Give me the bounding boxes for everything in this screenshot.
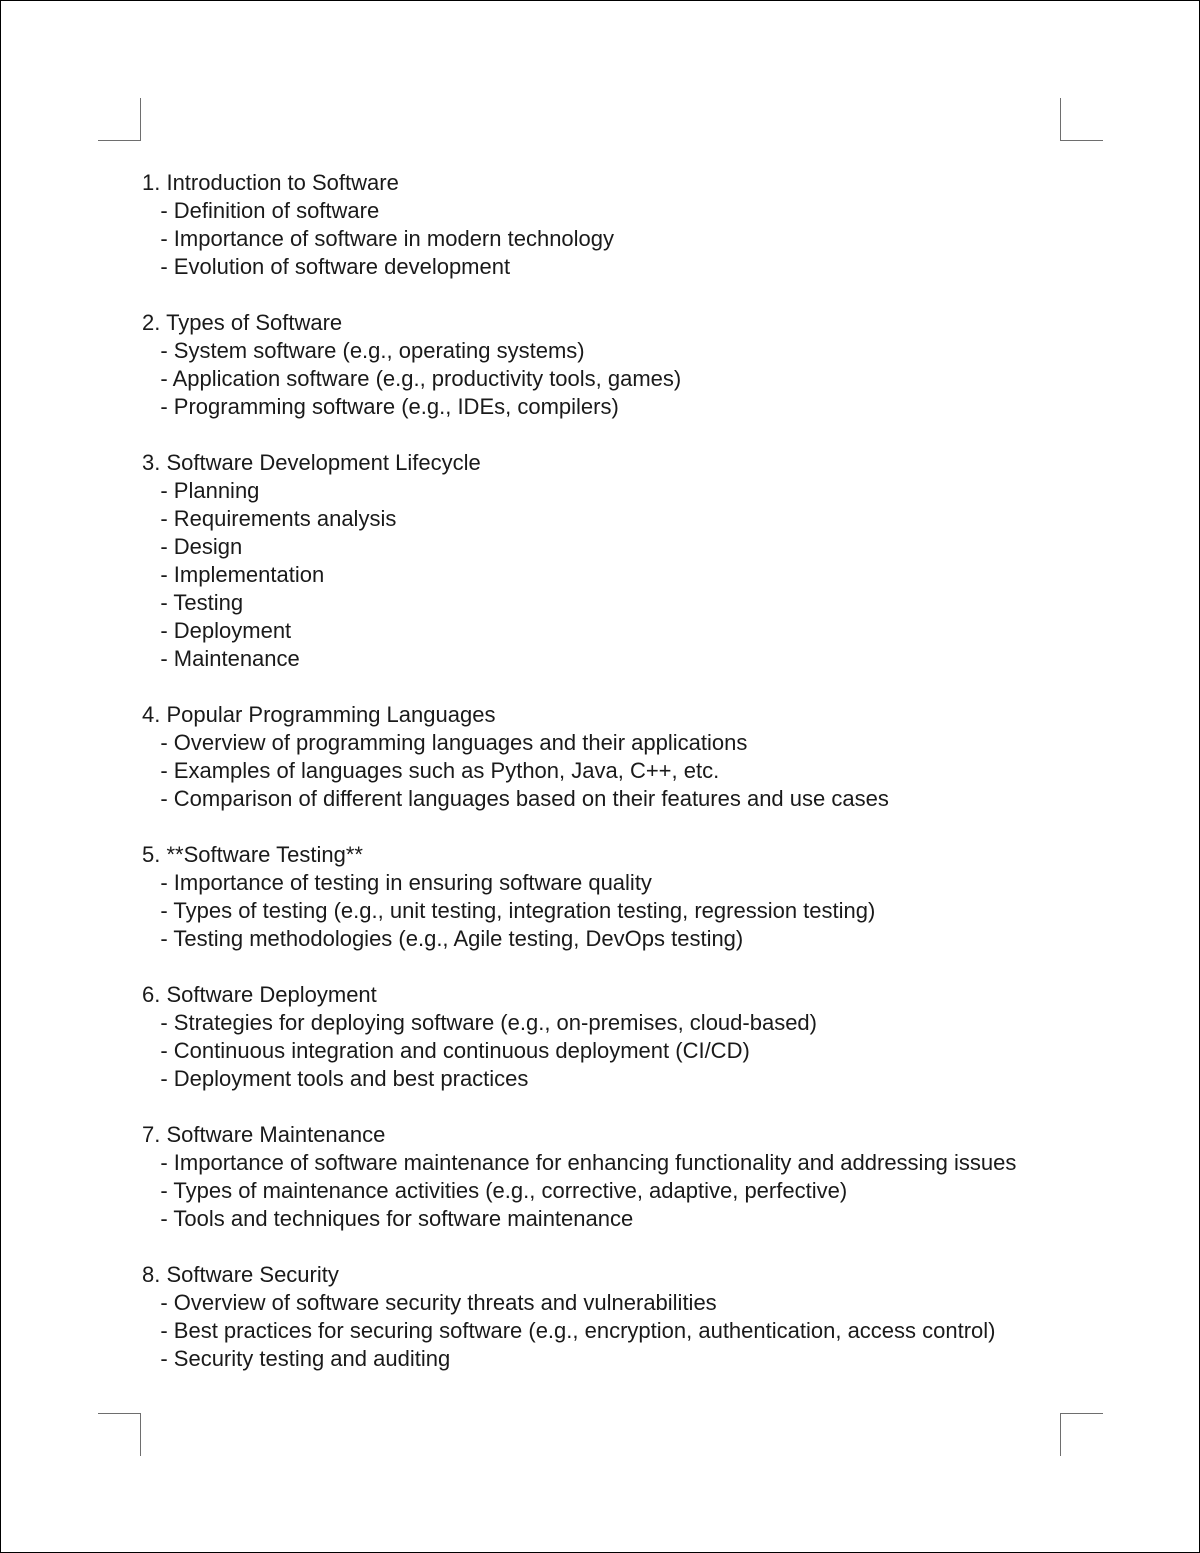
outline-item: - Examples of languages such as Python, Java, C++, etc. bbox=[142, 758, 720, 783]
outline-item: - Application software (e.g., productivity tools, games) bbox=[142, 366, 682, 391]
outline-item: - Importance of testing in ensuring software quality bbox=[142, 870, 652, 895]
section-heading: 1. Introduction to Software bbox=[142, 170, 399, 195]
section-heading: 5. **Software Testing** bbox=[142, 842, 363, 867]
outline-section bbox=[142, 701, 1060, 813]
outline-item: - Types of maintenance activities (e.g., corrective, adaptive, perfective) bbox=[142, 1178, 848, 1203]
outline-section bbox=[142, 449, 1060, 673]
outline-item: - Evolution of software development bbox=[142, 254, 511, 279]
outline-item: - Strategies for deploying software (e.g., on-premises, cloud-based) bbox=[142, 1010, 817, 1035]
outline-section bbox=[142, 169, 1060, 281]
outline-item: - Definition of software bbox=[142, 198, 380, 223]
outline-item: - Importance of software in modern technology bbox=[142, 226, 615, 251]
outline-section bbox=[142, 309, 1060, 421]
outline-item: - Tools and techniques for software maintenance bbox=[142, 1206, 634, 1231]
outline-item: - Importance of software maintenance for enhancing functionality and addressing issues bbox=[142, 1150, 1017, 1175]
outline-item: - Types of testing (e.g., unit testing, integration testing, regression testing) bbox=[142, 898, 876, 923]
section-heading: 8. Software Security bbox=[142, 1262, 339, 1287]
outline-item: - Deployment tools and best practices bbox=[142, 1066, 529, 1091]
crop-mark-top-right bbox=[1060, 98, 1103, 141]
outline-item: - Deployment bbox=[142, 618, 292, 643]
section-heading: 3. Software Development Lifecycle bbox=[142, 450, 481, 475]
section-heading: 4. Popular Programming Languages bbox=[142, 702, 496, 727]
outline-item: - Comparison of different languages based on their features and use cases bbox=[142, 786, 889, 811]
outline-item: - Overview of programming languages and their applications bbox=[142, 730, 748, 755]
crop-mark-top-left bbox=[98, 98, 141, 141]
crop-mark-bottom-left bbox=[98, 1413, 141, 1456]
outline-item: - Planning bbox=[142, 478, 260, 503]
section-heading: 7. Software Maintenance bbox=[142, 1122, 386, 1147]
outline-item: - Implementation bbox=[142, 562, 325, 587]
outline-item: - Security testing and auditing bbox=[142, 1346, 451, 1371]
outline-item: - Continuous integration and continuous deployment (CI/CD) bbox=[142, 1038, 750, 1063]
outline-item: - Requirements analysis bbox=[142, 506, 397, 531]
outline-section bbox=[142, 981, 1060, 1093]
crop-mark-bottom-right bbox=[1060, 1413, 1103, 1456]
outline-item: - Design bbox=[142, 534, 243, 559]
outline-item: - Testing methodologies (e.g., Agile testing, DevOps testing) bbox=[142, 926, 744, 951]
outline-item: - Best practices for securing software (e.g., encryption, authentication, access control) bbox=[142, 1318, 996, 1343]
outline-section bbox=[142, 1261, 1060, 1373]
outline-item: - System software (e.g., operating systems) bbox=[142, 338, 585, 363]
outline-section bbox=[142, 1121, 1060, 1233]
outline-item: - Programming software (e.g., IDEs, compilers) bbox=[142, 394, 619, 419]
outline-section bbox=[142, 841, 1060, 953]
outline-item: - Maintenance bbox=[142, 646, 300, 671]
outline-item: - Testing bbox=[142, 590, 244, 615]
document-outline bbox=[142, 169, 1060, 1373]
section-heading: 6. Software Deployment bbox=[142, 982, 377, 1007]
section-heading: 2. Types of Software bbox=[142, 310, 343, 335]
outline-item: - Overview of software security threats and vulnerabilities bbox=[142, 1290, 717, 1315]
